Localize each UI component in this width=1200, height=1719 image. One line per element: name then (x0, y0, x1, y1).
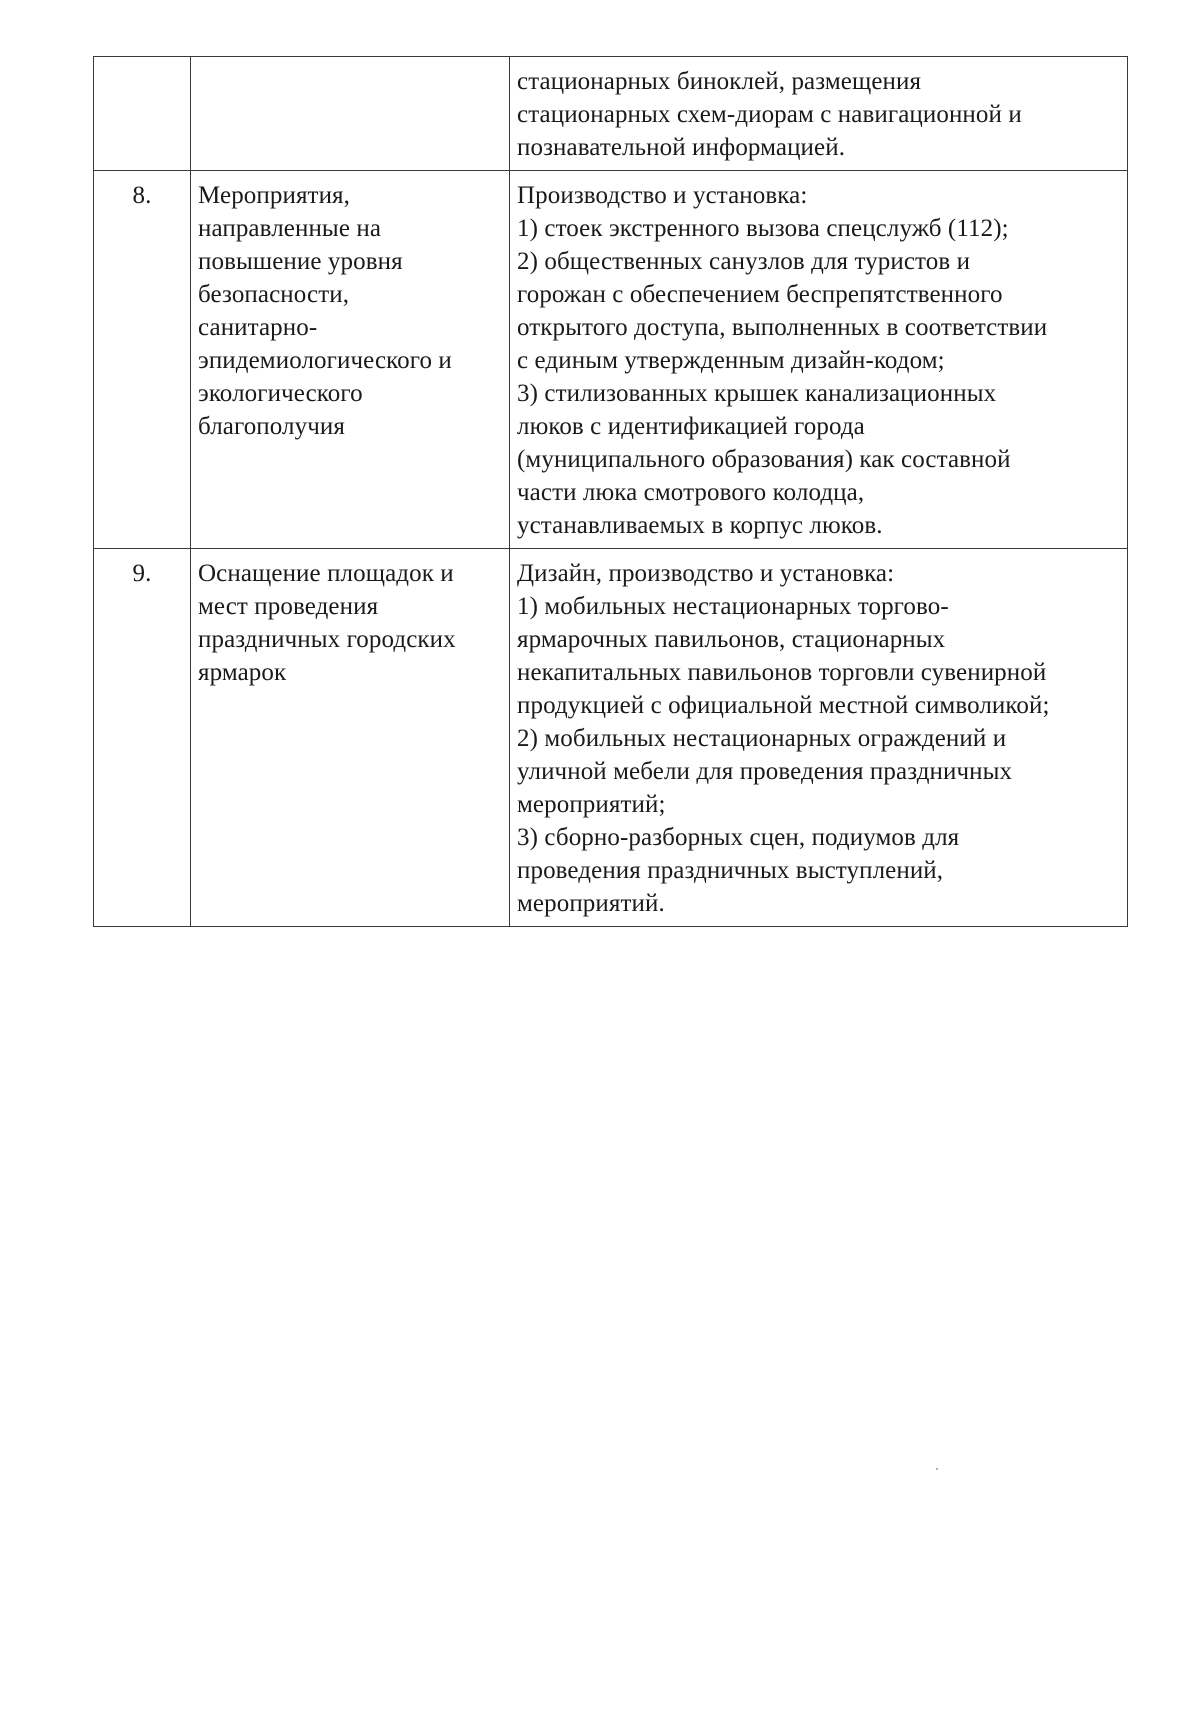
measure-description-cell (510, 57, 1128, 171)
measure-name-line: мест проведения (198, 593, 379, 620)
measure-description-cell (510, 549, 1128, 927)
description-line: части люка смотрового колодца, (517, 479, 865, 506)
table-row (94, 57, 1128, 171)
measure-name-line: экологического (198, 380, 363, 407)
description-line: 2) мобильных нестационарных ограждений и (517, 725, 1007, 752)
measure-name-line: ярмарок (198, 659, 287, 686)
description-line: стационарных схем-диорам с навигационной и (517, 101, 1022, 128)
row-number-cell (94, 549, 191, 927)
description-line: 3) стилизованных крышек канализационных (517, 380, 997, 407)
description-line: открытого доступа, выполненных в соответствии (517, 314, 1048, 341)
measure-name-line: безопасности, (198, 281, 350, 308)
row-number-cell (94, 57, 191, 171)
description-line: некапитальных павильонов торговли сувенирной (517, 659, 1047, 686)
measure-name-line: направленные на (198, 215, 382, 242)
row-number-cell (94, 171, 191, 549)
measure-name-cell (191, 171, 510, 549)
scan-speck (936, 1468, 938, 1470)
description-line: уличной мебели для проведения праздничных (517, 758, 1013, 785)
measure-name-line: благополучия (198, 413, 345, 440)
table-row (94, 549, 1128, 927)
description-line: 3) сборно-разборных сцен, подиумов для (517, 824, 960, 851)
row-number: 8. (132, 182, 152, 209)
measure-name-line: повышение уровня (198, 248, 403, 275)
description-line: мероприятий; (517, 791, 666, 818)
measure-description-cell (510, 171, 1128, 549)
description-line: (муниципального образования) как составной (517, 446, 1011, 473)
description-line: продукцией с официальной местной символикой; (517, 692, 1050, 719)
description-line: проведения праздничных выступлений, (517, 857, 944, 884)
description-line: Дизайн, производство и установка: (517, 560, 895, 587)
measures-table (93, 56, 1128, 927)
description-line: Производство и установка: (517, 182, 808, 209)
row-number: 9. (132, 560, 152, 587)
description-line: горожан с обеспечением беспрепятственного (517, 281, 1003, 308)
measure-name-line: Оснащение площадок и (198, 560, 454, 587)
measure-name-line: Мероприятия, (198, 182, 351, 209)
description-line: 1) мобильных нестационарных торгово- (517, 593, 949, 620)
measure-name-cell (191, 57, 510, 171)
description-line: 1) стоек экстренного вызова спецслужб (112); (517, 215, 1009, 242)
measure-name-line: санитарно- (198, 314, 318, 341)
measure-name-cell (191, 549, 510, 927)
description-line: 2) общественных санузлов для туристов и (517, 248, 971, 275)
table-body (94, 57, 1128, 927)
description-line: с единым утвержденным дизайн-кодом; (517, 347, 945, 374)
description-line: познавательной информацией. (517, 134, 846, 161)
description-line: ярмарочных павильонов, стационарных (517, 626, 946, 653)
measure-name-line: эпидемиологического и (198, 347, 452, 374)
description-line: стационарных биноклей, размещения (517, 68, 922, 95)
description-line: мероприятий. (517, 890, 665, 917)
measure-name-line: праздничных городских (198, 626, 456, 653)
description-line: устанавливаемых в корпус люков. (517, 512, 883, 539)
table-row (94, 171, 1128, 549)
description-line: люков с идентификацией города (517, 413, 865, 440)
